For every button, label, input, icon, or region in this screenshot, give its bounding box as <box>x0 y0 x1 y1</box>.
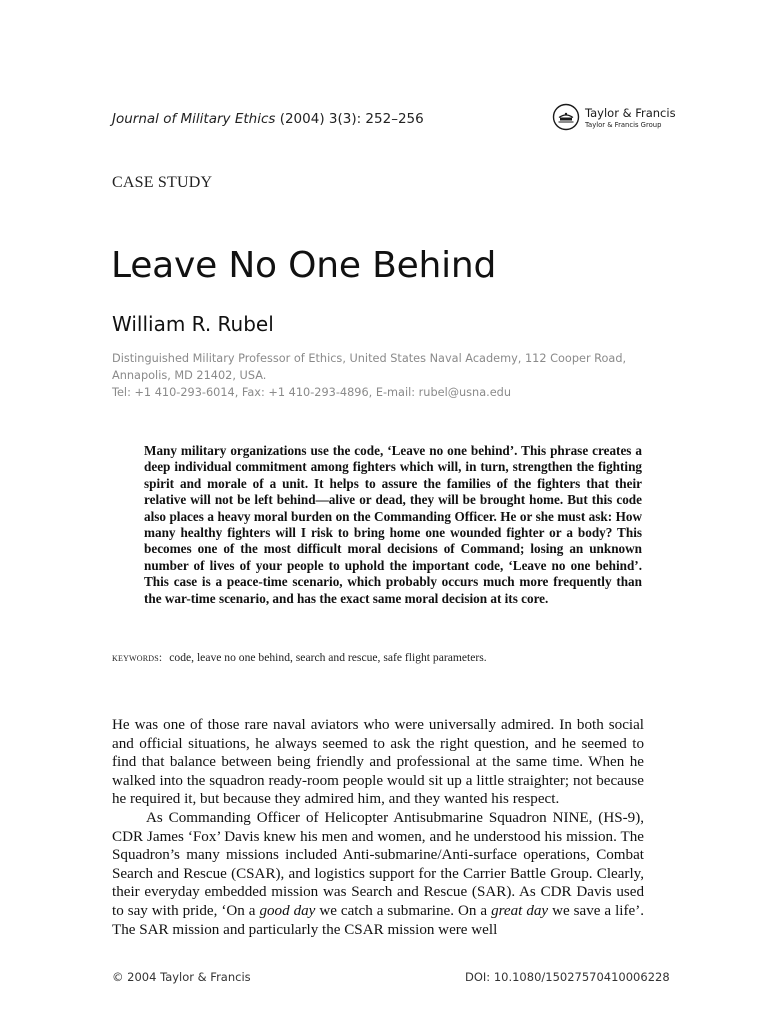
body-text: we save a life’. The SAR mission and particularly the CSAR mission were well <box>112 902 645 938</box>
keywords-text: code, leave no one behind, search and rescue, safe flight parameters. <box>169 651 487 664</box>
emphasis-text: good day <box>259 902 316 919</box>
keywords <box>112 651 487 664</box>
journal-volume-pages: (2004) 3(3): 252–256 <box>279 111 424 127</box>
affiliation-line: Distinguished Military Professor of Ethics, United States Naval Academy, 112 Cooper Road, <box>112 352 627 365</box>
author-name: William R. Rubel <box>112 312 274 336</box>
doi-identifier: DOI: 10.1080/15027570410006228 <box>465 970 670 984</box>
copyright-notice: © 2004 Taylor & Francis <box>112 970 251 984</box>
article-body <box>112 716 644 939</box>
journal-name: Journal of Military Ethics <box>112 111 276 127</box>
affiliation-contact: Tel: +1 410-293-6014, Fax: +1 410-293-4896, E-mail: rubel@usna.edu <box>112 386 512 399</box>
keywords-label: keywords: <box>112 651 163 664</box>
body-text: we catch a submarine. On a <box>315 902 492 919</box>
publisher-logo-block <box>552 103 692 137</box>
author-affiliation <box>112 350 672 401</box>
section-label: CASE STUDY <box>112 174 213 191</box>
article-title: Leave No One Behind <box>111 245 497 286</box>
affiliation-address: Annapolis, MD 21402, USA. <box>112 369 267 382</box>
body-paragraph <box>112 809 644 939</box>
publisher-name: Taylor & Francis <box>585 106 676 120</box>
body-paragraph: He was one of those rare naval aviators who were universally admired. In both social and official situations, he always seemed to ask the right question, and he seemed to find that balance between being friendly and professional at the same time. When he walked into the squadron ready-room people would sit up a little straighter; not because he required it, but because they admired him, and they wanted his respect. <box>112 717 644 808</box>
abstract: Many military organizations use the code, ‘Leave no one behind’. This phrase creates a deep individual commitment among fighters which will, in turn, strengthen the fighting spirit and morale of a unit. It helps to assure the families of the fighters that their relative will not be left behind—alive or dead, they will be brought home. But this code also places a heavy moral burden on the Commanding Officer. He or she must ask: How many healthy fighters will I risk to bring home one wounded fighter or a body? This becomes one of the most difficult moral decisions of Command; losing an unknown number of lives of your people to uphold the important code, ‘Leave no one behind’. This case is a peace-time scenario, which probably occurs much more frequently than the war-time scenario, and has the exact same moral decision at its core. <box>144 443 642 606</box>
publisher-group: Taylor & Francis Group <box>585 121 662 129</box>
body-text: As Commanding Officer of Helicopter Antisubmarine Squadron NINE, (HS-9), CDR James ‘Fox’ Davis knew his men and women, and he understood his mission. The Squadron’s many missions included Anti-submarine/Anti-surface operations, Combat Search and Rescue (CSAR), and logistics support for the Carrier Battle Group. Clearly, their everyday embedded mission was Search and Rescue (SAR). As CDR Davis used to say with pride, ‘On a <box>112 809 644 919</box>
emphasis-text: great day <box>491 902 549 919</box>
taylor-francis-logo-icon <box>552 103 580 131</box>
journal-citation-line <box>112 111 424 127</box>
